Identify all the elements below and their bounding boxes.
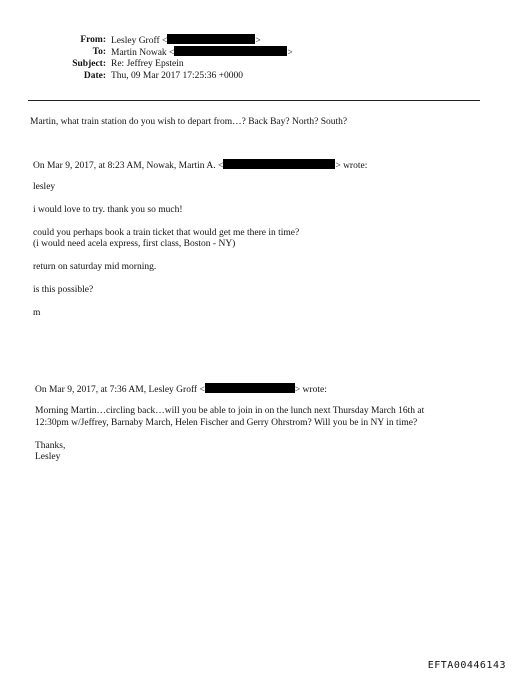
- from-close: >: [255, 36, 261, 46]
- quote2-prefix: On Mar 9, 2017, at 7:36 AM, Lesley Groff <: [35, 385, 205, 395]
- to-name: Martin Nowak <: [111, 48, 175, 58]
- quote2-line: Lesley: [35, 452, 61, 462]
- quote1-prefix: On Mar 9, 2017, at 8:23 AM, Nowak, Martin A. <: [33, 161, 224, 171]
- quote1-suffix: > wrote:: [335, 161, 368, 171]
- quote1-line: could you perhaps book a train ticket that would get me there in time?: [33, 228, 300, 238]
- quote2-attribution: [35, 383, 327, 396]
- quote1-line: lesley: [33, 182, 56, 192]
- quote2-line: Thanks,: [35, 441, 66, 451]
- redaction-bar: [167, 34, 255, 44]
- quote1-line: i would love to try. thank you so much!: [33, 205, 183, 215]
- date-label: Date:: [83, 71, 106, 81]
- to-label: To:: [92, 47, 106, 57]
- quote1-attribution: [33, 159, 367, 172]
- quote2-line: Morning Martin…circling back…will you be able to join in on the lunch next Thursday March 16th at: [35, 406, 425, 416]
- to-close: >: [287, 48, 293, 58]
- quote1-line: return on saturday mid morning.: [33, 262, 157, 272]
- header-divider: [28, 100, 480, 101]
- redaction-bar: [205, 383, 295, 393]
- subject-value: Re: Jeffrey Epstein: [111, 59, 184, 69]
- quote1-line: m: [33, 308, 41, 318]
- subject-label: Subject:: [72, 59, 106, 69]
- from-name: Lesley Groff <: [111, 36, 168, 46]
- quote2-line: 12:30pm w/Jeffrey, Barnaby March, Helen Fischer and Gerry Ohrstrom? Will you be in NY in time?: [35, 418, 418, 428]
- document-id: EFTA00446143: [427, 660, 506, 671]
- quote1-line: is this possible?: [33, 285, 94, 295]
- quote1-line: (i would need acela express, first class, Boston - NY): [33, 239, 236, 249]
- quote2-suffix: > wrote:: [294, 385, 327, 395]
- from-label: From:: [80, 35, 106, 45]
- redaction-bar: [223, 159, 335, 169]
- reply-line: Martin, what train station do you wish to depart from…? Back Bay? North? South?: [30, 117, 348, 127]
- redaction-bar: [174, 46, 287, 56]
- date-value: Thu, 09 Mar 2017 17:25:36 +0000: [111, 71, 244, 81]
